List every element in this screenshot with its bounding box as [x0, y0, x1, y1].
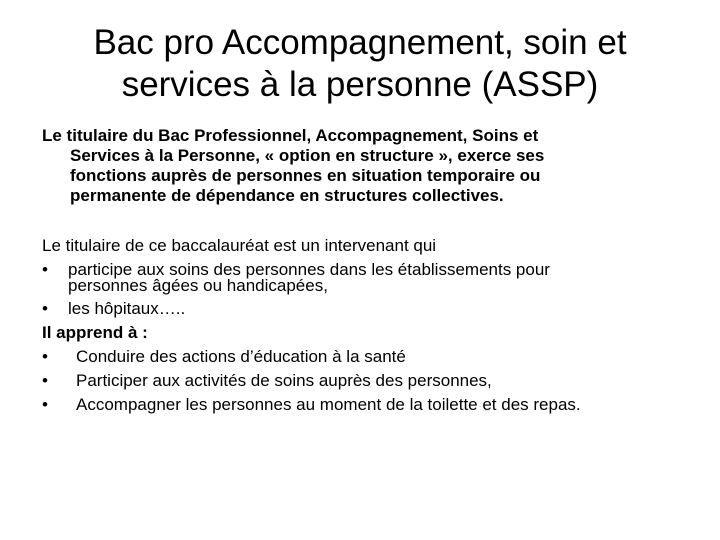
content-block [42, 234, 702, 417]
title-line-2: services à la personne (ASSP) [121, 65, 599, 104]
list-item [42, 393, 702, 417]
intro-paragraph [42, 126, 702, 206]
bullet-icon: • [42, 395, 48, 414]
slide-title [20, 22, 700, 106]
learns-heading: Il apprend à : [42, 323, 148, 342]
title-line-1: Bac pro Accompagnement, soin et [93, 23, 627, 62]
intro-line-3: fonctions auprès de personnes en situation temporaire ou [70, 166, 541, 185]
intro-line-1: Le titulaire du Bac Professionnel, Accompagnement, Soins et [42, 126, 539, 145]
intro-line-4: permanente de dépendance en structures collectives. [70, 186, 504, 205]
intro-line-2: Services à la Personne, « option en structure », exerce ses [70, 146, 545, 165]
bullet-icon: • [42, 371, 48, 390]
list-item [42, 297, 702, 321]
list-item-text: participe aux soins des personnes dans les établissements pour [68, 260, 550, 279]
section-heading: Le titulaire de ce baccalauréat est un intervenant qui [42, 236, 437, 255]
bullet-icon: • [42, 299, 48, 318]
list-item-text: les hôpitaux….. [68, 299, 186, 318]
list-item [42, 345, 702, 369]
list-item-text: Participer aux activités de soins auprès des personnes, [76, 371, 492, 390]
bullet-icon: • [42, 347, 48, 366]
list-item-continuation: personnes âgées ou handicapées, [68, 276, 328, 295]
list-item-text: Accompagner les personnes au moment de la toilette et des repas. [76, 395, 581, 414]
list-item-text: Conduire des actions d’éducation à la santé [76, 347, 406, 366]
bullet-icon: • [42, 260, 48, 279]
list-item [42, 369, 702, 393]
